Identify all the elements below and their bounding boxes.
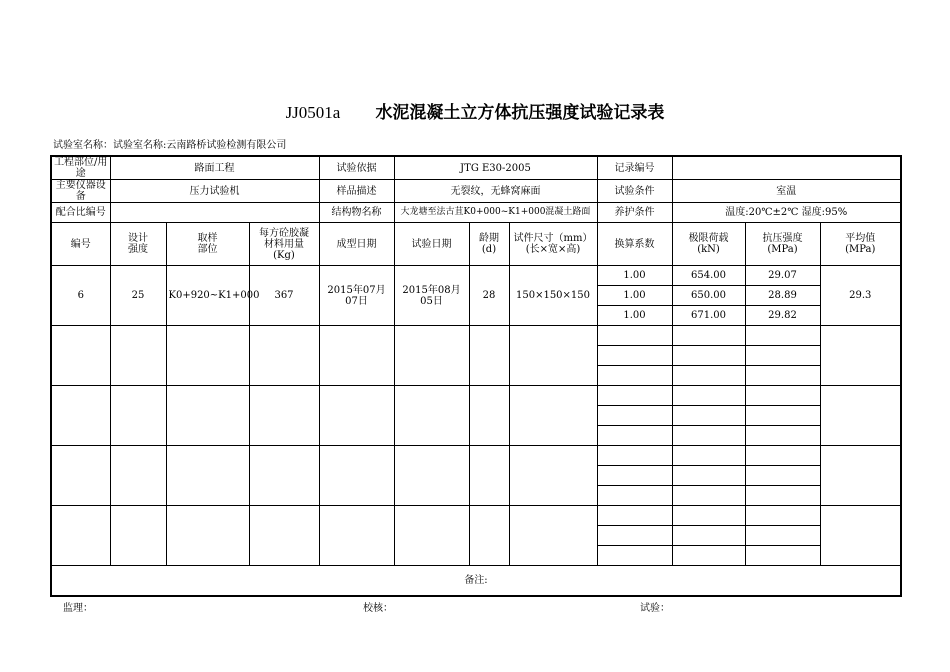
header-test-date: 试验日期 — [394, 223, 469, 266]
empty-cell — [394, 446, 469, 506]
info-row-2 — [51, 180, 901, 203]
remark-label: 备注: — [51, 566, 901, 596]
empty-cell — [319, 326, 394, 386]
empty-cell — [672, 466, 745, 486]
empty-cell — [597, 466, 672, 486]
empty-cell — [319, 386, 394, 446]
column-header-row — [51, 223, 901, 266]
test-record-table — [50, 155, 902, 597]
empty-cell — [597, 366, 672, 386]
empty-group-row — [51, 446, 901, 466]
empty-cell — [672, 346, 745, 366]
record-cement-content: 367 — [249, 266, 319, 326]
empty-cell — [672, 446, 745, 466]
header-sampling-site: 取样 部位 — [166, 223, 249, 266]
empty-cell — [509, 326, 597, 386]
value-test-condition: 室温 — [672, 180, 901, 203]
empty-cell — [672, 366, 745, 386]
header-ultimate-load: 极限荷载 (kN) — [672, 223, 745, 266]
empty-cell — [672, 386, 745, 406]
record-age: 28 — [469, 266, 509, 326]
empty-cell — [597, 446, 672, 466]
form-code: JJ0501a — [285, 103, 341, 122]
header-specimen-size: 试件尺寸（mm） (长×宽×高) — [509, 223, 597, 266]
empty-cell — [110, 506, 166, 566]
empty-cell — [597, 526, 672, 546]
empty-cell — [51, 386, 110, 446]
empty-cell — [110, 326, 166, 386]
header-average: 平均值 (MPa) — [820, 223, 901, 266]
label-project-part: 工程部位/用途 — [51, 156, 110, 180]
empty-cell — [110, 386, 166, 446]
empty-cell — [166, 506, 249, 566]
record-specimen-size: 150×150×150 — [509, 266, 597, 326]
empty-cell — [394, 506, 469, 566]
empty-cell — [745, 446, 820, 466]
empty-cell — [745, 346, 820, 366]
empty-cell — [469, 446, 509, 506]
empty-cell — [249, 446, 319, 506]
tester-label: 试验： — [640, 603, 670, 614]
form-main-title: 水泥混凝土立方体抗压强度试验记录表 — [375, 103, 665, 123]
record-design-strength: 25 — [110, 266, 166, 326]
empty-cell — [166, 386, 249, 446]
remark-row — [51, 566, 901, 596]
empty-cell — [745, 426, 820, 446]
form-title — [0, 98, 950, 123]
empty-cell — [394, 386, 469, 446]
empty-cell — [51, 326, 110, 386]
header-compressive-strength: 抗压强度 (MPa) — [745, 223, 820, 266]
empty-cell — [509, 506, 597, 566]
empty-group-row — [51, 386, 901, 406]
empty-cell — [469, 326, 509, 386]
empty-cell — [820, 326, 901, 386]
empty-cell — [745, 366, 820, 386]
empty-cell — [394, 326, 469, 386]
empty-cell — [745, 406, 820, 426]
label-curing-condition: 养护条件 — [597, 203, 672, 223]
empty-group-row — [51, 506, 901, 526]
record-test-date: 2015年08月05日 — [394, 266, 469, 326]
value-project-part: 路面工程 — [110, 156, 319, 180]
supervisor-label: 监理： — [63, 603, 93, 614]
record-factor: 1.00 — [597, 266, 672, 286]
record-strength: 29.07 — [745, 266, 820, 286]
record-load: 671.00 — [672, 306, 745, 326]
record-sampling-site: K0+920~K1+000 — [166, 266, 249, 326]
header-cement-content: 每方砼胶凝 材料用量 (Kg) — [249, 223, 319, 266]
label-structure-name: 结构物名称 — [319, 203, 394, 223]
record-factor: 1.00 — [597, 306, 672, 326]
record-strength: 28.89 — [745, 286, 820, 306]
empty-cell — [469, 386, 509, 446]
empty-cell — [597, 426, 672, 446]
value-test-basis: JTG E30-2005 — [394, 156, 597, 180]
value-sample-description: 无裂纹，无蜂窝麻面 — [394, 180, 597, 203]
value-record-no — [672, 156, 901, 180]
empty-cell — [672, 326, 745, 346]
empty-cell — [820, 506, 901, 566]
label-test-basis: 试验依据 — [319, 156, 394, 180]
info-row-1 — [51, 156, 901, 180]
value-structure-name: 大龙塘至法古苴K0+000~K1+000混凝土路面 — [394, 203, 597, 223]
header-number: 编号 — [51, 223, 110, 266]
header-design-strength: 设计 强度 — [110, 223, 166, 266]
empty-cell — [672, 486, 745, 506]
record-average: 29.3 — [820, 266, 901, 326]
label-test-condition: 试验条件 — [597, 180, 672, 203]
empty-cell — [597, 486, 672, 506]
empty-cell — [672, 546, 745, 566]
record-load: 650.00 — [672, 286, 745, 306]
empty-cell — [745, 506, 820, 526]
empty-cell — [597, 506, 672, 526]
empty-cell — [745, 466, 820, 486]
header-age: 龄期 (d) — [469, 223, 509, 266]
record-factor: 1.00 — [597, 286, 672, 306]
empty-cell — [672, 506, 745, 526]
label-mix-ratio-no: 配合比编号 — [51, 203, 110, 223]
empty-cell — [597, 346, 672, 366]
empty-cell — [820, 386, 901, 446]
record-load: 654.00 — [672, 266, 745, 286]
empty-cell — [745, 326, 820, 346]
empty-cell — [469, 506, 509, 566]
info-row-3 — [51, 203, 901, 223]
empty-cell — [597, 386, 672, 406]
empty-cell — [597, 326, 672, 346]
label-main-equipment: 主要仪器设备 — [51, 180, 110, 203]
empty-cell — [745, 486, 820, 506]
header-cast-date: 成型日期 — [319, 223, 394, 266]
empty-cell — [745, 386, 820, 406]
checker-label: 校核： — [363, 603, 393, 614]
empty-cell — [166, 446, 249, 506]
empty-cell — [110, 446, 166, 506]
value-main-equipment: 压力试验机 — [110, 180, 319, 203]
empty-cell — [597, 546, 672, 566]
record-number: 6 — [51, 266, 110, 326]
empty-cell — [745, 526, 820, 546]
record-strength: 29.82 — [745, 306, 820, 326]
empty-cell — [51, 446, 110, 506]
empty-cell — [249, 326, 319, 386]
empty-cell — [509, 446, 597, 506]
empty-cell — [597, 406, 672, 426]
record-cast-date: 2015年07月07日 — [319, 266, 394, 326]
empty-cell — [319, 506, 394, 566]
empty-cell — [745, 546, 820, 566]
empty-cell — [51, 506, 110, 566]
record-row-1 — [51, 266, 901, 286]
header-conversion-factor: 换算系数 — [597, 223, 672, 266]
value-mix-ratio-no — [110, 203, 319, 223]
empty-cell — [319, 446, 394, 506]
label-sample-description: 样品描述 — [319, 180, 394, 203]
lab-name-line: 试验室名称：试验室名称:云南路桥试验检测有限公司 — [53, 140, 287, 151]
value-curing-condition: 温度:20℃±2℃ 湿度:95% — [672, 203, 901, 223]
empty-cell — [166, 326, 249, 386]
empty-cell — [672, 406, 745, 426]
empty-cell — [672, 426, 745, 446]
empty-cell — [509, 386, 597, 446]
empty-cell — [249, 506, 319, 566]
empty-cell — [820, 446, 901, 506]
empty-group-row — [51, 326, 901, 346]
label-record-no: 记录编号 — [597, 156, 672, 180]
empty-cell — [249, 386, 319, 446]
empty-cell — [672, 526, 745, 546]
